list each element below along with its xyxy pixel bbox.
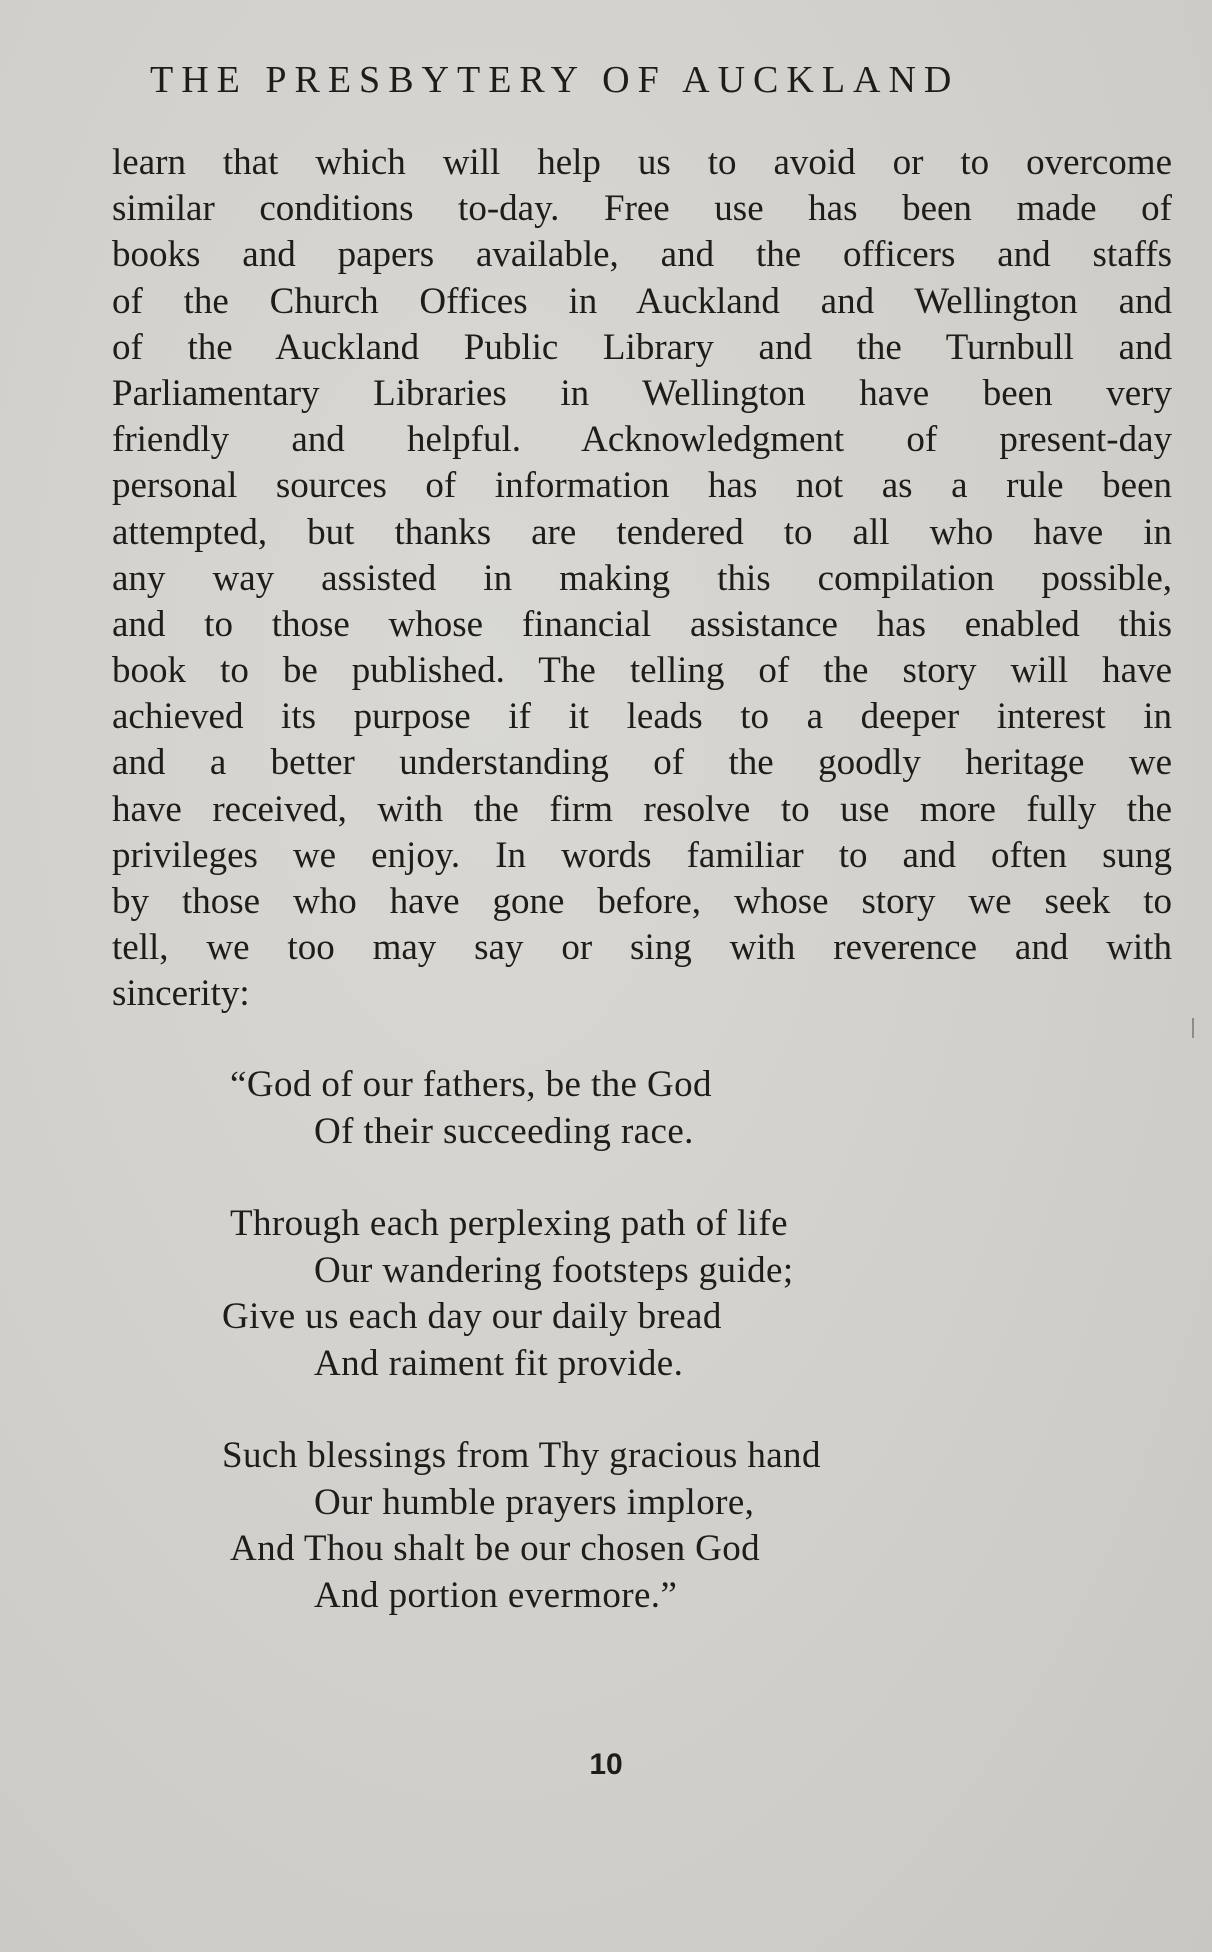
paragraph-line: privileges we enjoy. In words familiar to and often sung <box>112 834 1172 876</box>
hymn-line: Our wandering footsteps guide; <box>314 1249 794 1291</box>
hymn-line: “God of our fathers, be the God <box>230 1064 712 1105</box>
hymn-quotation <box>222 1062 1130 1665</box>
hymn-line: And portion evermore.” <box>314 1574 678 1616</box>
paragraph-line: similar conditions to-day. Free use has been made of <box>112 188 1172 230</box>
paragraph-line: and a better understanding of the goodly heritage we <box>112 742 1172 784</box>
running-head: THE PRESBYTERY OF AUCKLAND <box>150 59 960 101</box>
hymn-stanza <box>222 1433 1130 1619</box>
paragraph-line: have received, with the firm resolve to use more fully the <box>112 788 1172 830</box>
paragraph-line: any way assisted in making this compilation possible, <box>112 557 1172 599</box>
paragraph-line: books and papers available, and the officers and staffs <box>112 234 1172 276</box>
hymn-line: Through each perplexing path of life <box>230 1203 788 1244</box>
hymn-line: And Thou shalt be our chosen God <box>230 1528 761 1569</box>
hymn-line: Our humble prayers implore, <box>314 1481 755 1523</box>
paragraph-line: tell, we too may say or sing with reverence and with <box>112 927 1172 969</box>
hymn-line: And raiment fit provide. <box>314 1342 684 1384</box>
paragraph-line: and to those whose financial assistance has enabled this <box>112 603 1172 645</box>
paragraph-line: friendly and helpful. Acknowledgment of present-day <box>112 419 1172 461</box>
hymn-line: Of their succeeding race. <box>314 1110 694 1152</box>
body-paragraph <box>112 140 1172 1018</box>
hymn-stanza <box>230 1062 1130 1155</box>
paragraph-line: Parliamentary Libraries in Wellington have been very <box>112 372 1172 414</box>
paragraph-line: personal sources of information has not as a rule been <box>112 465 1172 507</box>
hymn-line: Give us each day our daily bread <box>222 1296 722 1337</box>
hymn-line: Such blessings from Thy gracious hand <box>222 1435 821 1476</box>
paragraph-line: of the Church Offices in Auckland and Wellington and <box>112 280 1172 322</box>
hymn-stanza <box>222 1201 1130 1387</box>
paragraph-line: sincerity: <box>112 973 250 1015</box>
paragraph-line: attempted, but thanks are tendered to all who have in <box>112 511 1172 553</box>
page-number: 10 <box>589 1748 623 1781</box>
paragraph-line: book to be published. The telling of the story will have <box>112 650 1172 692</box>
page-edge-mark <box>1192 1018 1194 1038</box>
paragraph-line: of the Auckland Public Library and the Turnbull and <box>112 326 1172 368</box>
paragraph-line: by those who have gone before, whose story we seek to <box>112 881 1172 922</box>
paragraph-line: learn that which will help us to avoid or to overcome <box>112 142 1172 183</box>
paragraph-line: achieved its purpose if it leads to a deeper interest in <box>112 696 1172 738</box>
